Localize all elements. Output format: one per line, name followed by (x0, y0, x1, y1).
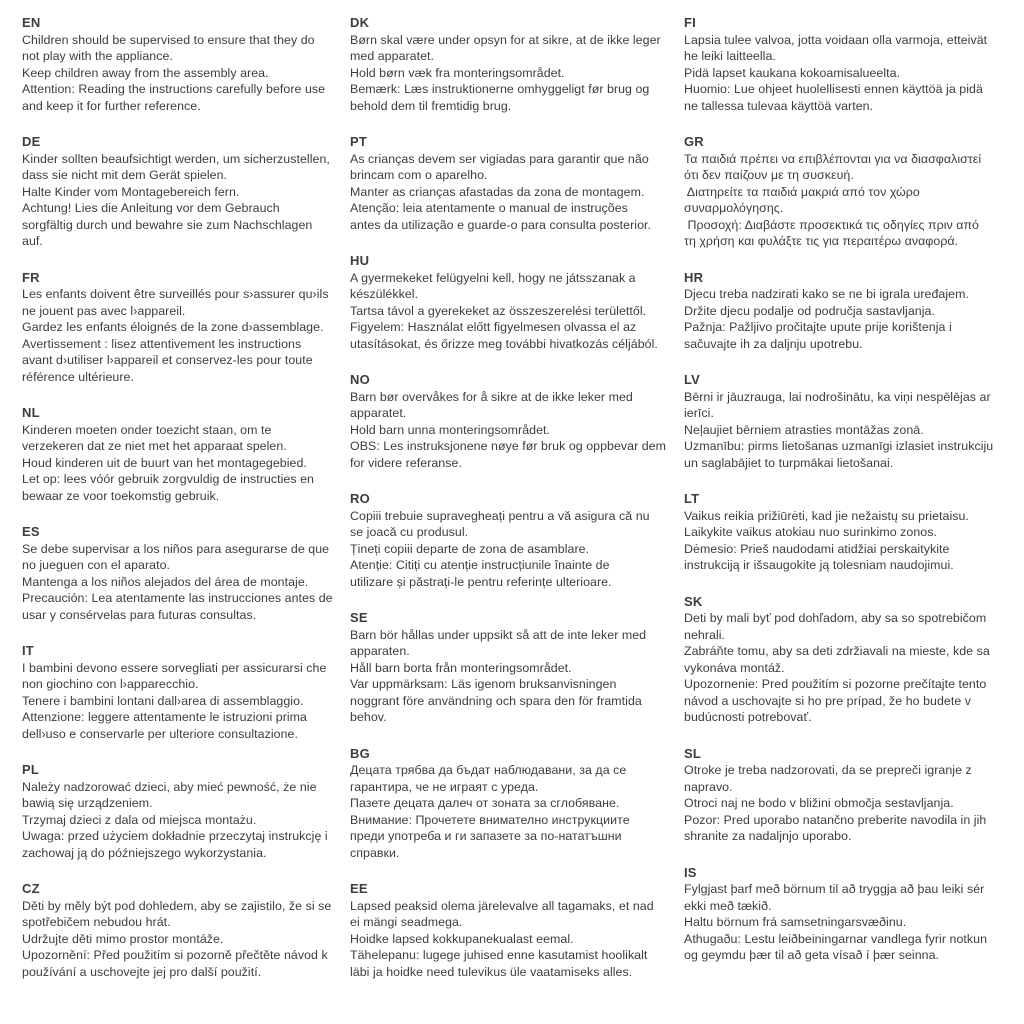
instruction-line: Τα παιδιά πρέπει να επιβλέπονται για να διασφαλιστεί (684, 151, 982, 166)
section-bg (350, 746, 678, 862)
instruction-line: Пазете децата далеч от зоната за сглобяване. (350, 796, 620, 810)
language-code-sl: SL (684, 745, 702, 761)
instruction-line: Huomio: Lue ohjeet huolellisesti ennen käyttöä ja pidä (684, 82, 983, 96)
instruction-line: og geymdu þær til að geta vísað í þær seinna. (684, 948, 940, 962)
language-code-is: IS (684, 864, 697, 880)
instruction-line: преди употреба и ги запазете за по-нататъшни (350, 829, 622, 843)
instruction-line: Pozor: Pred uporabo natančno preberite navodila in jih (684, 812, 987, 827)
instruction-line: ότι δεν παίζουν με τη συσκευή. (684, 168, 854, 182)
section-gr (684, 134, 1020, 250)
instruction-line: Var uppmärksam: Läs igenom bruksanvisningen (350, 677, 617, 691)
instruction-line: Atenție: Citiți cu atenție instrucțiunile înainte de (350, 558, 610, 572)
instruction-line: Внимание: Прочетете внимателно инструкциите (350, 812, 630, 827)
language-code-it: IT (22, 643, 34, 658)
instruction-line: I bambini devono essere sorvegliati per assicurarsi che (22, 660, 327, 675)
instruction-line: Lapsed peaksid olema järelevalve all tagamaks, et nad (350, 898, 654, 913)
instruction-line: zachowaj ją do późniejszego wykorzystania. (22, 845, 267, 860)
section-se (350, 610, 678, 726)
instruction-line: τη χρήση και φυλάξτε τις για περαιτέρω αναφορά. (684, 234, 959, 248)
instruction-line: Haltu börnum frá samsetningarsvæðinu. (684, 915, 907, 929)
instruction-line: ierīci. (684, 406, 714, 420)
instruction-line: Djecu treba nadzirati kako se ne bi igrala uređajem. (684, 287, 969, 301)
section-fr (22, 270, 344, 386)
section-ro (350, 491, 678, 590)
instruction-line: Децата трябва да бъдат наблюдавани, за да се (350, 763, 627, 777)
instruction-line: sačuvajte ih za daljnju upotrebu. (684, 336, 863, 351)
language-code-no: NO (350, 372, 370, 387)
instruction-line: not play with the appliance. (22, 49, 173, 63)
instruction-line: Athugaðu: Lestu leiðbeiningarnar vandlega fyrir notkun (684, 931, 988, 946)
instruction-line: Upozornění: Před použitím si pozorně přečtěte návod k (22, 948, 328, 962)
instruction-line: Keep children away from the assembly area. (22, 65, 269, 80)
instruction-line: Bemærk: Læs instruktionerne omhyggeligt før brug og (350, 82, 650, 96)
language-code-lv: LV (684, 372, 701, 387)
section-en (22, 15, 344, 114)
instruction-line: Deti by mali byť pod dohľadom, aby sa so spotrebičom (684, 611, 987, 625)
language-code-fi: FI (684, 15, 696, 30)
instruction-line: Let op: lees vóór gebruik zorgvuldig de instructies en (22, 472, 314, 486)
instruction-line: používání a uschovejte jej pro další použití. (22, 964, 262, 979)
language-code-dk: DK (350, 15, 370, 30)
instruction-line: συναρμολόγησης. (684, 201, 784, 215)
instruction-line: budúcnosti potrebovať. (684, 710, 812, 724)
instruction-line: shranite za nadaljnjo uporabo. (684, 829, 852, 843)
instruction-line: ei mängi seadmega. (350, 915, 463, 929)
column-1 (22, 15, 344, 1000)
instruction-line: Precaución: Lea atentamente las instrucciones antes de (22, 591, 333, 605)
instruction-line: Kinderen moeten onder toezicht staan, om te (22, 422, 272, 437)
instruction-line: Držite djecu podalje od područja sastavljanja. (684, 303, 935, 318)
instruction-line: Barn bör hållas under uppsikt så att de inte leker med (350, 627, 647, 642)
instruction-line: Tartsa távol a gyerekeket az összeszerelési területtől. (350, 303, 647, 318)
instruction-line: noggrant före användning och spara den för framtida (350, 693, 642, 708)
instruction-line: Les enfants doivent être surveillés pour s›assurer qu›ils (22, 287, 329, 301)
instruction-line: Dėmesio: Prieš naudodami atidžiai perskaitykite (684, 541, 950, 556)
instruction-line: med apparatet. (350, 49, 435, 63)
instruction-line: non giochino con l›apparecchio. (22, 677, 199, 691)
instruction-line: utilizare și păstrați-le pentru referințe ulterioare. (350, 574, 612, 589)
section-es (22, 524, 344, 623)
instruction-line: Figyelem: Használat előtt figyelmesen olvassa el az (350, 320, 637, 334)
instruction-line: Zabráňte tomu, aby sa deti zdržiavali na mieste, kde sa (684, 644, 990, 658)
instruction-line: As crianças devem ser vigiadas para garantir que não (350, 151, 649, 166)
instruction-line: Atenção: leia atentamente o manual de instruções (350, 201, 628, 215)
language-code-ro: RO (350, 491, 370, 506)
instruction-line: Laikykite vaikus atokiau nuo surinkimo zonos. (684, 525, 937, 539)
language-code-ee: EE (350, 881, 368, 896)
language-code-pt: PT (350, 134, 368, 149)
instruction-line: Należy nadzorować dzieci, aby mieć pewność, że nie (22, 779, 317, 794)
instruction-line: Se debe supervisar a los niños para asegurarse de que (22, 541, 330, 556)
language-code-bg: BG (350, 745, 370, 761)
instruction-line: készülékkel. (350, 287, 419, 301)
instruction-line: antes da utilização e guarde-o para consulta posterior. (350, 217, 652, 232)
instruction-line: Uzmanību: pirms lietošanas uzmanīgi izlasiet instrukciju (684, 439, 994, 453)
instruction-line: référence ultérieure. (22, 369, 134, 384)
instruction-line: Gardez les enfants éloignés de la zone d›assemblage. (22, 320, 324, 334)
section-cz (22, 881, 344, 980)
instruction-line: Hold barn unna monteringsområdet. (350, 422, 551, 437)
instruction-line: vykonáva montáž. (684, 660, 785, 675)
instruction-line: Udržujte děti mimo prostor montáže. (22, 931, 224, 946)
instruction-line: and keep it for further reference. (22, 98, 201, 113)
instruction-line: se joacă cu produsul. (350, 525, 469, 539)
instruction-line: Halte Kinder vom Montagebereich fern. (22, 184, 240, 199)
section-pl (22, 762, 344, 861)
instruction-line: Uwaga: przed użyciem dokładnie przeczytaj instrukcję i (22, 829, 328, 843)
section-is (684, 865, 1020, 964)
instruction-line: Țineți copiii departe de zona de asamblare. (350, 541, 590, 556)
instruction-line: usar y consérvelas para futuras consultas. (22, 607, 257, 622)
instruction-line: behov. (350, 710, 387, 724)
instruction-line: Avertissement : lisez attentivement les instructions (22, 336, 302, 351)
instruction-line: návod a uschovajte si ho pre prípad, že ho budete v (684, 693, 972, 708)
section-dk (350, 15, 678, 114)
language-code-gr: GR (684, 134, 704, 149)
instruction-line: avant d›utiliser l›appareil et conservez-les pour toute (22, 353, 313, 367)
instruction-line: utasításokat, és őrizze meg további hivatkozás céljából. (350, 336, 658, 351)
instruction-line: apparaten. (350, 644, 410, 658)
instruction-line: Vaikus reikia prižiūrėti, kad jie nežaistų su prietaisu. (684, 508, 969, 523)
instruction-line: Manter as crianças afastadas da zona de montagem. (350, 184, 645, 199)
instruction-line: napravo. (684, 779, 733, 794)
instruction-line: Attention: Reading the instructions carefully before use (22, 82, 326, 96)
language-code-en: EN (22, 15, 41, 30)
instruction-line: Otroke je treba nadzorovati, da se prepreči igranje z (684, 763, 972, 777)
language-code-nl: NL (22, 405, 40, 420)
instruction-line: un saglabājiet to turpmākai lietošanai. (684, 455, 894, 470)
instruction-line: he leiki laitteella. (684, 49, 776, 63)
language-code-se: SE (350, 610, 368, 625)
instruction-line: Lapsia tulee valvoa, jotta voidaan olla varmoja, etteivät (684, 32, 988, 47)
instruction-line: for videre referanse. (350, 455, 462, 470)
instruction-line: dell›uso e conservarle per ulteriore consultazione. (22, 726, 298, 741)
instruction-line: Mantenga a los niños alejados del área de montaje. (22, 574, 309, 589)
instruction-line: Pidä lapset kaukana kokoamisalueelta. (684, 65, 901, 80)
instruction-line: Fylgjast þarf með börnum til að tryggja að þau leiki sér (684, 882, 985, 896)
instruction-line: brincam com o aparelho. (350, 168, 488, 182)
instruction-line: Neļaujiet bērniem atrasties montāžas zonā. (684, 422, 924, 437)
section-fi (684, 15, 1020, 114)
language-code-lt: LT (684, 491, 700, 506)
instruction-line: ekki með tækið. (684, 898, 772, 913)
instruction-line: ne tallessa tulevaa käyttöä varten. (684, 98, 874, 113)
instruction-line: OBS: Les instruksjonene nøye før bruk og oppbevar dem (350, 439, 667, 453)
instruction-line: läbi ja hoidke need tulevikus üle vaatamiseks alles. (350, 964, 633, 979)
language-code-hu: HU (350, 253, 370, 268)
instruction-line: Bērni ir jāuzrauga, lai nodrošinātu, ka viņi nespēlējas ar (684, 389, 991, 404)
section-nl (22, 405, 344, 504)
instruction-line: spotřebičem nebudou hrát. (22, 915, 171, 929)
instruction-line: A gyermekeket felügyelni kell, hogy ne játsszanak a (350, 270, 636, 285)
instruction-line: Děti by měly být pod dohledem, aby se zajistilo, že si se (22, 898, 332, 913)
section-sk (684, 594, 1020, 726)
instruction-line: nehrali. (684, 627, 726, 642)
section-lt (684, 491, 1020, 574)
column-2 (350, 15, 678, 1000)
section-it (22, 643, 344, 742)
instruction-line: Children should be supervised to ensure that they do (22, 32, 315, 47)
instruction-line: apparatet. (350, 406, 407, 420)
instruction-line: bewaar ze voor toekomstig gebruik. (22, 488, 220, 503)
instruction-line: Hoidke lapsed kokkupanekualast eemal. (350, 931, 574, 946)
instruction-line: гарантира, че не играят с уреда. (350, 779, 539, 794)
instruction-line: ne jouent pas avec l›appareil. (22, 303, 186, 318)
language-code-sk: SK (684, 593, 703, 609)
instruction-line: Hold børn væk fra monteringsområdet. (350, 65, 565, 80)
instruction-line: Pažnja: Pažljivo pročitajte upute prije korištenja i (684, 320, 952, 334)
instruction-line: Tähelepanu: lugege juhised enne kasutamist hoolikalt (350, 948, 648, 962)
section-no (350, 372, 678, 471)
section-sl (684, 746, 1020, 845)
section-hu (350, 253, 678, 352)
section-pt (350, 134, 678, 233)
instruction-line: Achtung! Lies die Anleitung vor dem Gebrauch (22, 201, 280, 215)
instruction-line: Trzymaj dzieci z dala od miejsca montażu. (22, 812, 257, 827)
instruction-line: Houd kinderen uit de buurt van het montagegebied. (22, 455, 307, 470)
instruction-line: verzekeren dat ze niet met het apparaat spelen. (22, 439, 287, 453)
column-3 (684, 15, 1020, 984)
instruction-line: sorgfältig durch und bewahre sie zum Nachschlagen (22, 217, 313, 232)
section-lv (684, 372, 1020, 471)
instruction-line: bawią się urządzeniem. (22, 796, 153, 810)
instruction-line: Tenere i bambini lontani dall›area di assemblaggio. (22, 693, 304, 708)
instruction-line: Upozornenie: Pred použitím si pozorne prečítajte tento (684, 677, 987, 691)
language-code-de: DE (22, 134, 41, 149)
instruction-line: dass sie nicht mit dem Gerät spielen. (22, 168, 228, 182)
instruction-line: auf. (22, 234, 43, 248)
instruction-line: справки. (350, 845, 400, 860)
instruction-line: Børn skal være under opsyn for at sikre, at de ikke leger (350, 32, 661, 47)
section-hr (684, 270, 1020, 353)
instruction-line: Kinder sollten beaufsichtigt werden, um sicherzustellen, (22, 151, 330, 166)
instruction-line: Προσοχή: Διαβάστε προσεκτικά τις οδηγίες πριν από (684, 217, 979, 232)
language-code-fr: FR (22, 269, 40, 285)
instruction-line: Håll barn borta från monteringsområdet. (350, 660, 572, 675)
language-code-hr: HR (684, 269, 704, 285)
instruction-line: Barn bør overvåkes for å sikre at de ikke leker med (350, 389, 633, 404)
instruction-line: Otroci naj ne bodo v bližini območja sestavljanja. (684, 796, 954, 810)
section-ee (350, 881, 678, 980)
language-code-cz: CZ (22, 881, 40, 896)
instruction-line: Copiii trebuie supravegheați pentru a vă asigura că nu (350, 508, 650, 523)
instruction-line: instrukciją ir išsaugokite ją tolesniam naudojimui. (684, 558, 954, 572)
instruction-line: no jueguen con el aparato. (22, 558, 171, 572)
instruction-line: behold dem til fremtidig brug. (350, 98, 512, 113)
instruction-line: Attenzione: leggere attentamente le istruzioni prima (22, 710, 307, 724)
language-code-es: ES (22, 524, 40, 539)
instruction-line: Διατηρείτε τα παιδιά μακριά από τον χώρο (684, 184, 920, 199)
section-de (22, 134, 344, 250)
language-code-pl: PL (22, 762, 40, 777)
